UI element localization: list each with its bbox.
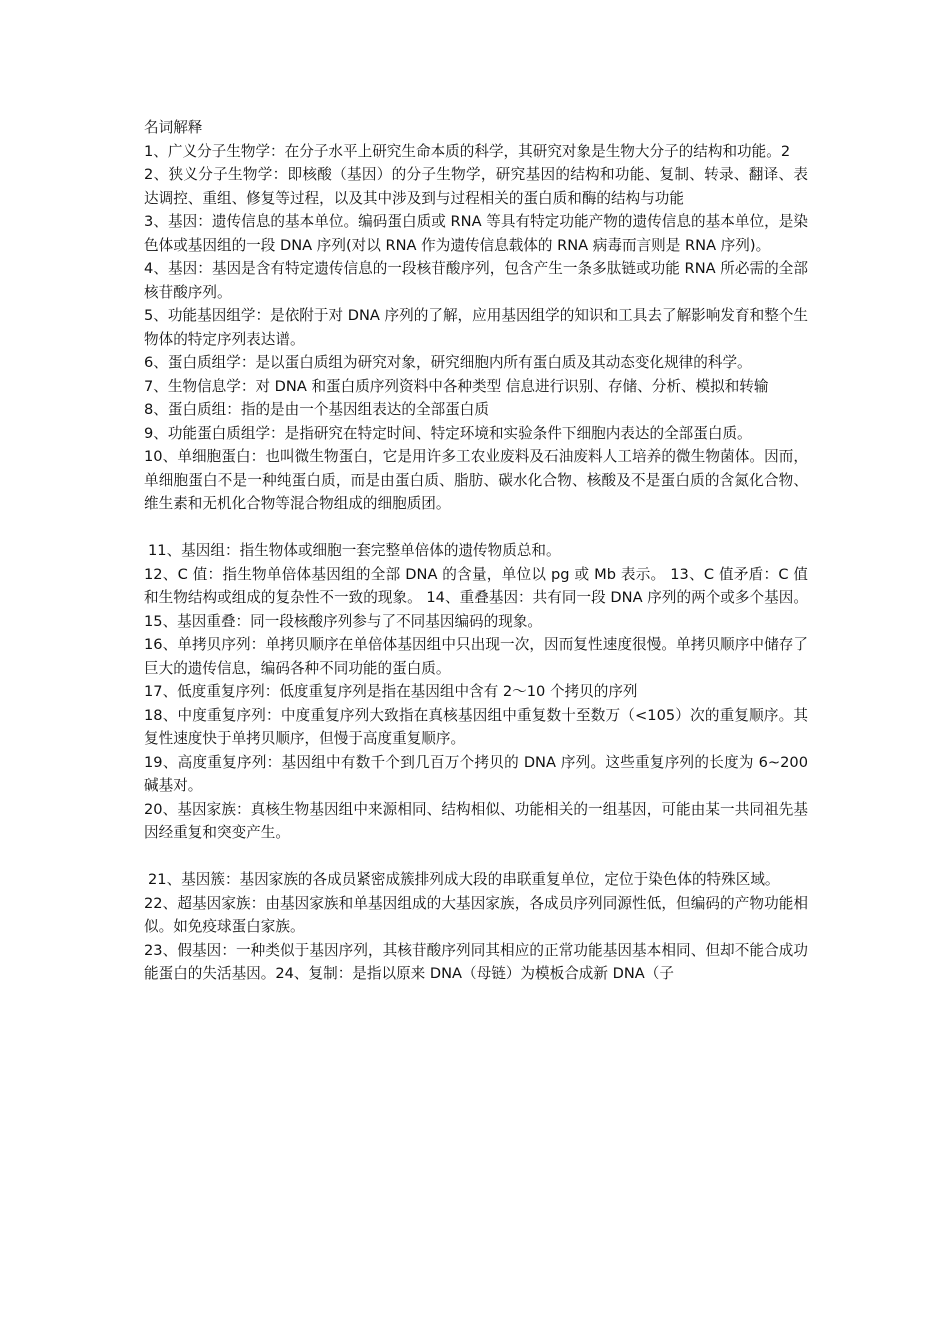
paragraph-spacer [144, 845, 808, 869]
term-12-15: 12、C 值：指生物单倍体基因组的全部 DNA 的含量，单位以 pg 或 Mb 表示。 13、C 值矛盾：C 值和生物结构或组成的复杂性不一致的现象。 14、重叠基因：共有同一段 DNA 序列的两个或多个基因。 15、基因重叠：同一段核酸序列参与了不同基因编码的现象。 [144, 565, 808, 630]
document-body [144, 116, 808, 986]
term-2: 2、狭义分子生物学：即核酸（基因）的分子生物学，研究基因的结构和功能、复制、转录、翻译、表达调控、重组、修复等过程，以及其中涉及到与过程相关的蛋白质和酶的结构与功能 [144, 166, 808, 207]
term-5: 5、功能基因组学：是依附于对 DNA 序列的了解，应用基因组学的知识和工具去了解影响发育和整个生物体的特定序列表达谱。 [144, 307, 808, 348]
paragraph-spacer [144, 516, 808, 540]
term-22: 22、超基因家族：由基因家族和单基因组成的大基因家族，各成员序列同源性低，但编码的产物功能相似。如免疫球蛋白家族。 [144, 894, 808, 935]
term-20: 20、基因家族：真核生物基因组中来源相同、结构相似、功能相关的一组基因，可能由某一共同祖先基因经重复和突变产生。 [144, 800, 808, 841]
term-1: 1、广义分子生物学：在分子水平上研究生命本质的科学，其研究对象是生物大分子的结构和功能。2 [144, 142, 791, 160]
term-4: 4、基因：基因是含有特定遗传信息的一段核苷酸序列，包含产生一条多肽链或功能 RNA 所必需的全部核苷酸序列。 [144, 260, 808, 301]
term-17: 17、低度重复序列：低度重复序列是指在基因组中含有 2～10 个拷贝的序列 [144, 683, 638, 700]
term-7: 7、生物信息学：对 DNA 和蛋白质序列资料中各种类型 信息进行识别、存储、分析、模拟和转输 [144, 377, 769, 395]
term-19: 19、高度重复序列：基因组中有数千个到几百万个拷贝的 DNA 序列。这些重复序列的长度为 6~200 碱基对。 [144, 753, 808, 794]
term-23-24: 23、假基因：一种类似于基因序列，其核苷酸序列同其相应的正常功能基因基本相同、但却不能合成功能蛋白的失活基因。24、复制：是指以原来 DNA（母链）为模板合成新 DNA（子 [144, 941, 808, 982]
term-21: 21、基因簇：基因家族的各成员紧密成簇排列成大段的串联重复单位，定位于染色体的特殊区域。 [148, 871, 780, 888]
term-6: 6、蛋白质组学：是以蛋白质组为研究对象，研究细胞内所有蛋白质及其动态变化规律的科学。 [144, 354, 752, 371]
term-16: 16、单拷贝序列：单拷贝顺序在单倍体基因组中只出现一次，因而复性速度很慢。单拷贝顺序中储存了巨大的遗传信息，编码各种不同功能的蛋白质。 [144, 636, 808, 677]
term-18: 18、中度重复序列：中度重复序列大致指在真核基因组中重复数十至数万（<105）次的重复顺序。其复性速度快于单拷贝顺序，但慢于高度重复顺序。 [144, 706, 808, 747]
term-8: 8、蛋白质组：指的是由一个基因组表达的全部蛋白质 [144, 401, 489, 418]
term-3: 3、基因：遗传信息的基本单位。编码蛋白质或 RNA 等具有特定功能产物的遗传信息的基本单位，是染色体或基因组的一段 DNA 序列(对以 RNA 作为遗传信息载体的 RNA 病毒而言则是 RNA 序列)。 [144, 213, 808, 254]
term-10: 10、单细胞蛋白：也叫微生物蛋白，它是用许多工农业废料及石油废料人工培养的微生物菌体。因而，单细胞蛋白不是一种纯蛋白质，而是由蛋白质、脂肪、碳水化合物、核酸及不是蛋白质的含氮化合物、维生素和无机化合物等混合物组成的细胞质团。 [144, 448, 808, 512]
term-9: 9、功能蛋白质组学：是指研究在特定时间、特定环境和实验条件下细胞内表达的全部蛋白质。 [144, 424, 752, 442]
term-11: 11、基因组：指生物体或细胞一套完整单倍体的遗传物质总和。 [148, 542, 561, 559]
document-heading: 名词解释 [144, 119, 203, 136]
